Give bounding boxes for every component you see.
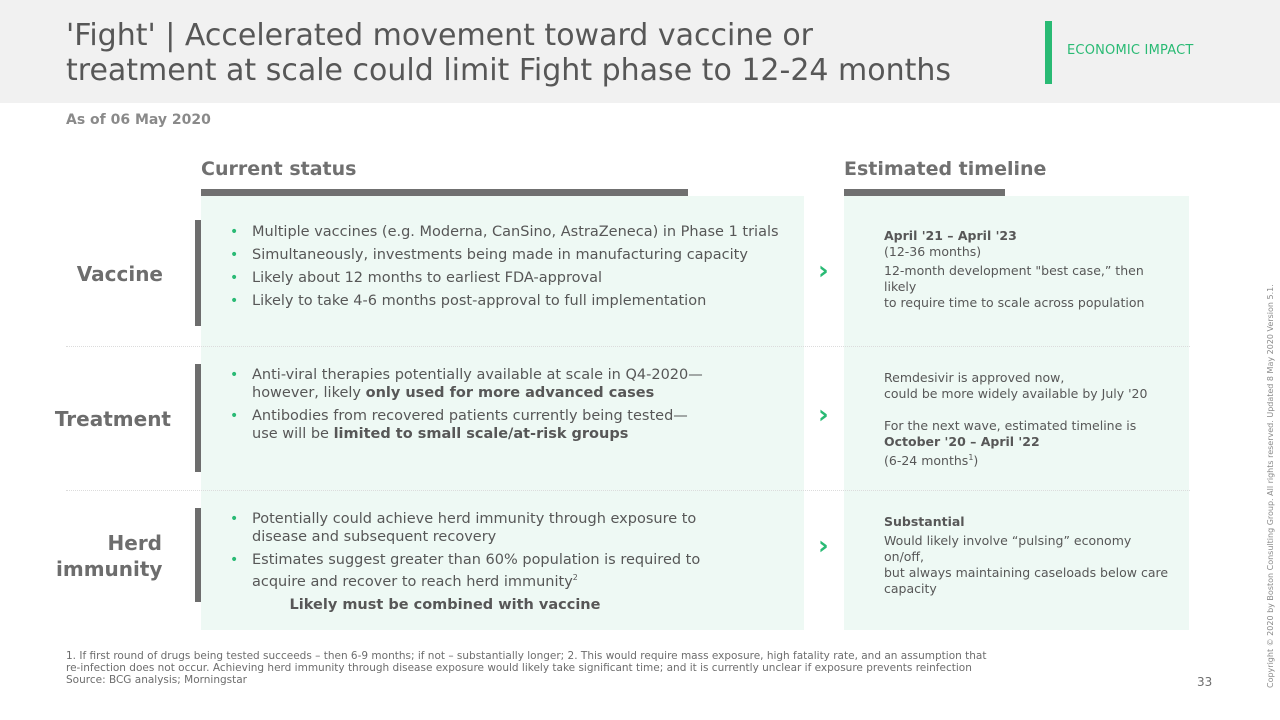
tag-accent-bar xyxy=(1045,21,1052,84)
title-line-1: 'Fight' | Accelerated movement toward vaccine or xyxy=(66,18,814,53)
list-item: • Simultaneously, investments being made in manufacturing capacity xyxy=(230,246,779,264)
herd-bullets xyxy=(230,510,700,596)
row-label-vaccine: Vaccine xyxy=(76,262,163,286)
timeline-duration: (6-24 months$^1$) xyxy=(884,453,979,469)
row-divider xyxy=(66,490,1190,491)
title-line-2: treatment at scale could limit Fight phase to 12-24 months xyxy=(66,53,952,88)
source-note: Source: BCG analysis; Morningstar xyxy=(66,674,247,686)
chevron-right-icon: › xyxy=(818,531,829,561)
row-label-treatment: Treatment xyxy=(54,407,171,431)
page-title xyxy=(66,18,996,88)
list-item: • Potentially could achieve herd immunity through exposure to disease and subsequent recovery xyxy=(230,510,700,546)
chevron-right-icon: › xyxy=(818,400,829,430)
list-item: • Likely about 12 months to earliest FDA-approval xyxy=(230,269,779,287)
row-accent-bar xyxy=(195,220,201,326)
combined-with-vaccine-note: Likely must be combined with vaccine xyxy=(289,597,601,613)
row-label-herd-immunity: Herd immunity xyxy=(56,531,163,581)
list-item: • Estimates suggest greater than 60% population is required to acquire and recover to reach herd immunity$^2$ xyxy=(230,551,700,591)
list-item: • Antibodies from recovered patients currently being tested— use will be limited to small scale/at-risk groups xyxy=(230,407,703,443)
footnotes: 1. If first round of drugs being tested succeeds – then 6-9 months; if not – substantially longer; 2. This would require mass exposure, high fatality rate, and an assumption that re-infection does not occur. Achieving herd immunity through disease exposure would likely take significant time; and it is currently unclear if exposure prevents reinfection Source: BCG analysis; Morningstar xyxy=(66,650,1016,686)
timeline-duration: (12-36 months) xyxy=(884,244,982,259)
timeline-note: 12-month development "best case,” then likely xyxy=(884,263,1144,294)
row-accent-bar xyxy=(195,508,201,602)
timeline-range: October '20 – April '22 xyxy=(884,434,1040,449)
as-of-date: As of 06 May 2020 xyxy=(66,112,211,128)
list-item: • Likely to take 4-6 months post-approval to full implementation xyxy=(230,292,779,310)
row-divider xyxy=(66,346,1190,347)
current-status-bar xyxy=(201,189,688,196)
row-accent-bar xyxy=(195,364,201,472)
estimated-timeline-bar xyxy=(844,189,1005,196)
timeline-range: April '21 – April '23 xyxy=(884,228,1017,243)
timeline-title: Substantial xyxy=(884,514,965,529)
copyright-notice: Copyright © 2020 by Boston Consulting Group. All rights reserved. Updated 8 May 2020 Version 5.1. xyxy=(1266,284,1275,688)
list-item: • Anti-viral therapies potentially available at scale in Q4-2020— however, likely only used for more advanced cases xyxy=(230,366,703,402)
vaccine-timeline xyxy=(884,228,1174,311)
page-number: 33 xyxy=(1197,675,1213,689)
chevron-right-icon: › xyxy=(818,256,829,286)
vaccine-bullets xyxy=(230,223,779,315)
list-item: • Multiple vaccines (e.g. Moderna, CanSino, AstraZeneca) in Phase 1 trials xyxy=(230,223,779,241)
estimated-timeline-heading: Estimated timeline xyxy=(844,158,1047,180)
timeline-note: to require time to scale across population xyxy=(884,295,1145,310)
current-status-heading: Current status xyxy=(201,158,357,180)
herd-timeline: Substantial Would likely involve “pulsing” economy on/off, but always maintaining caseloads below care capacity xyxy=(884,514,1169,596)
treatment-timeline: Remdesivir is approved now, could be more widely available by July '20 For the next wave, estimated timeline is October '20 – April '22 (6-24 months$^1$) xyxy=(884,370,1174,469)
treatment-bullets xyxy=(230,366,703,448)
section-tag: ECONOMIC IMPACT xyxy=(1067,43,1194,58)
